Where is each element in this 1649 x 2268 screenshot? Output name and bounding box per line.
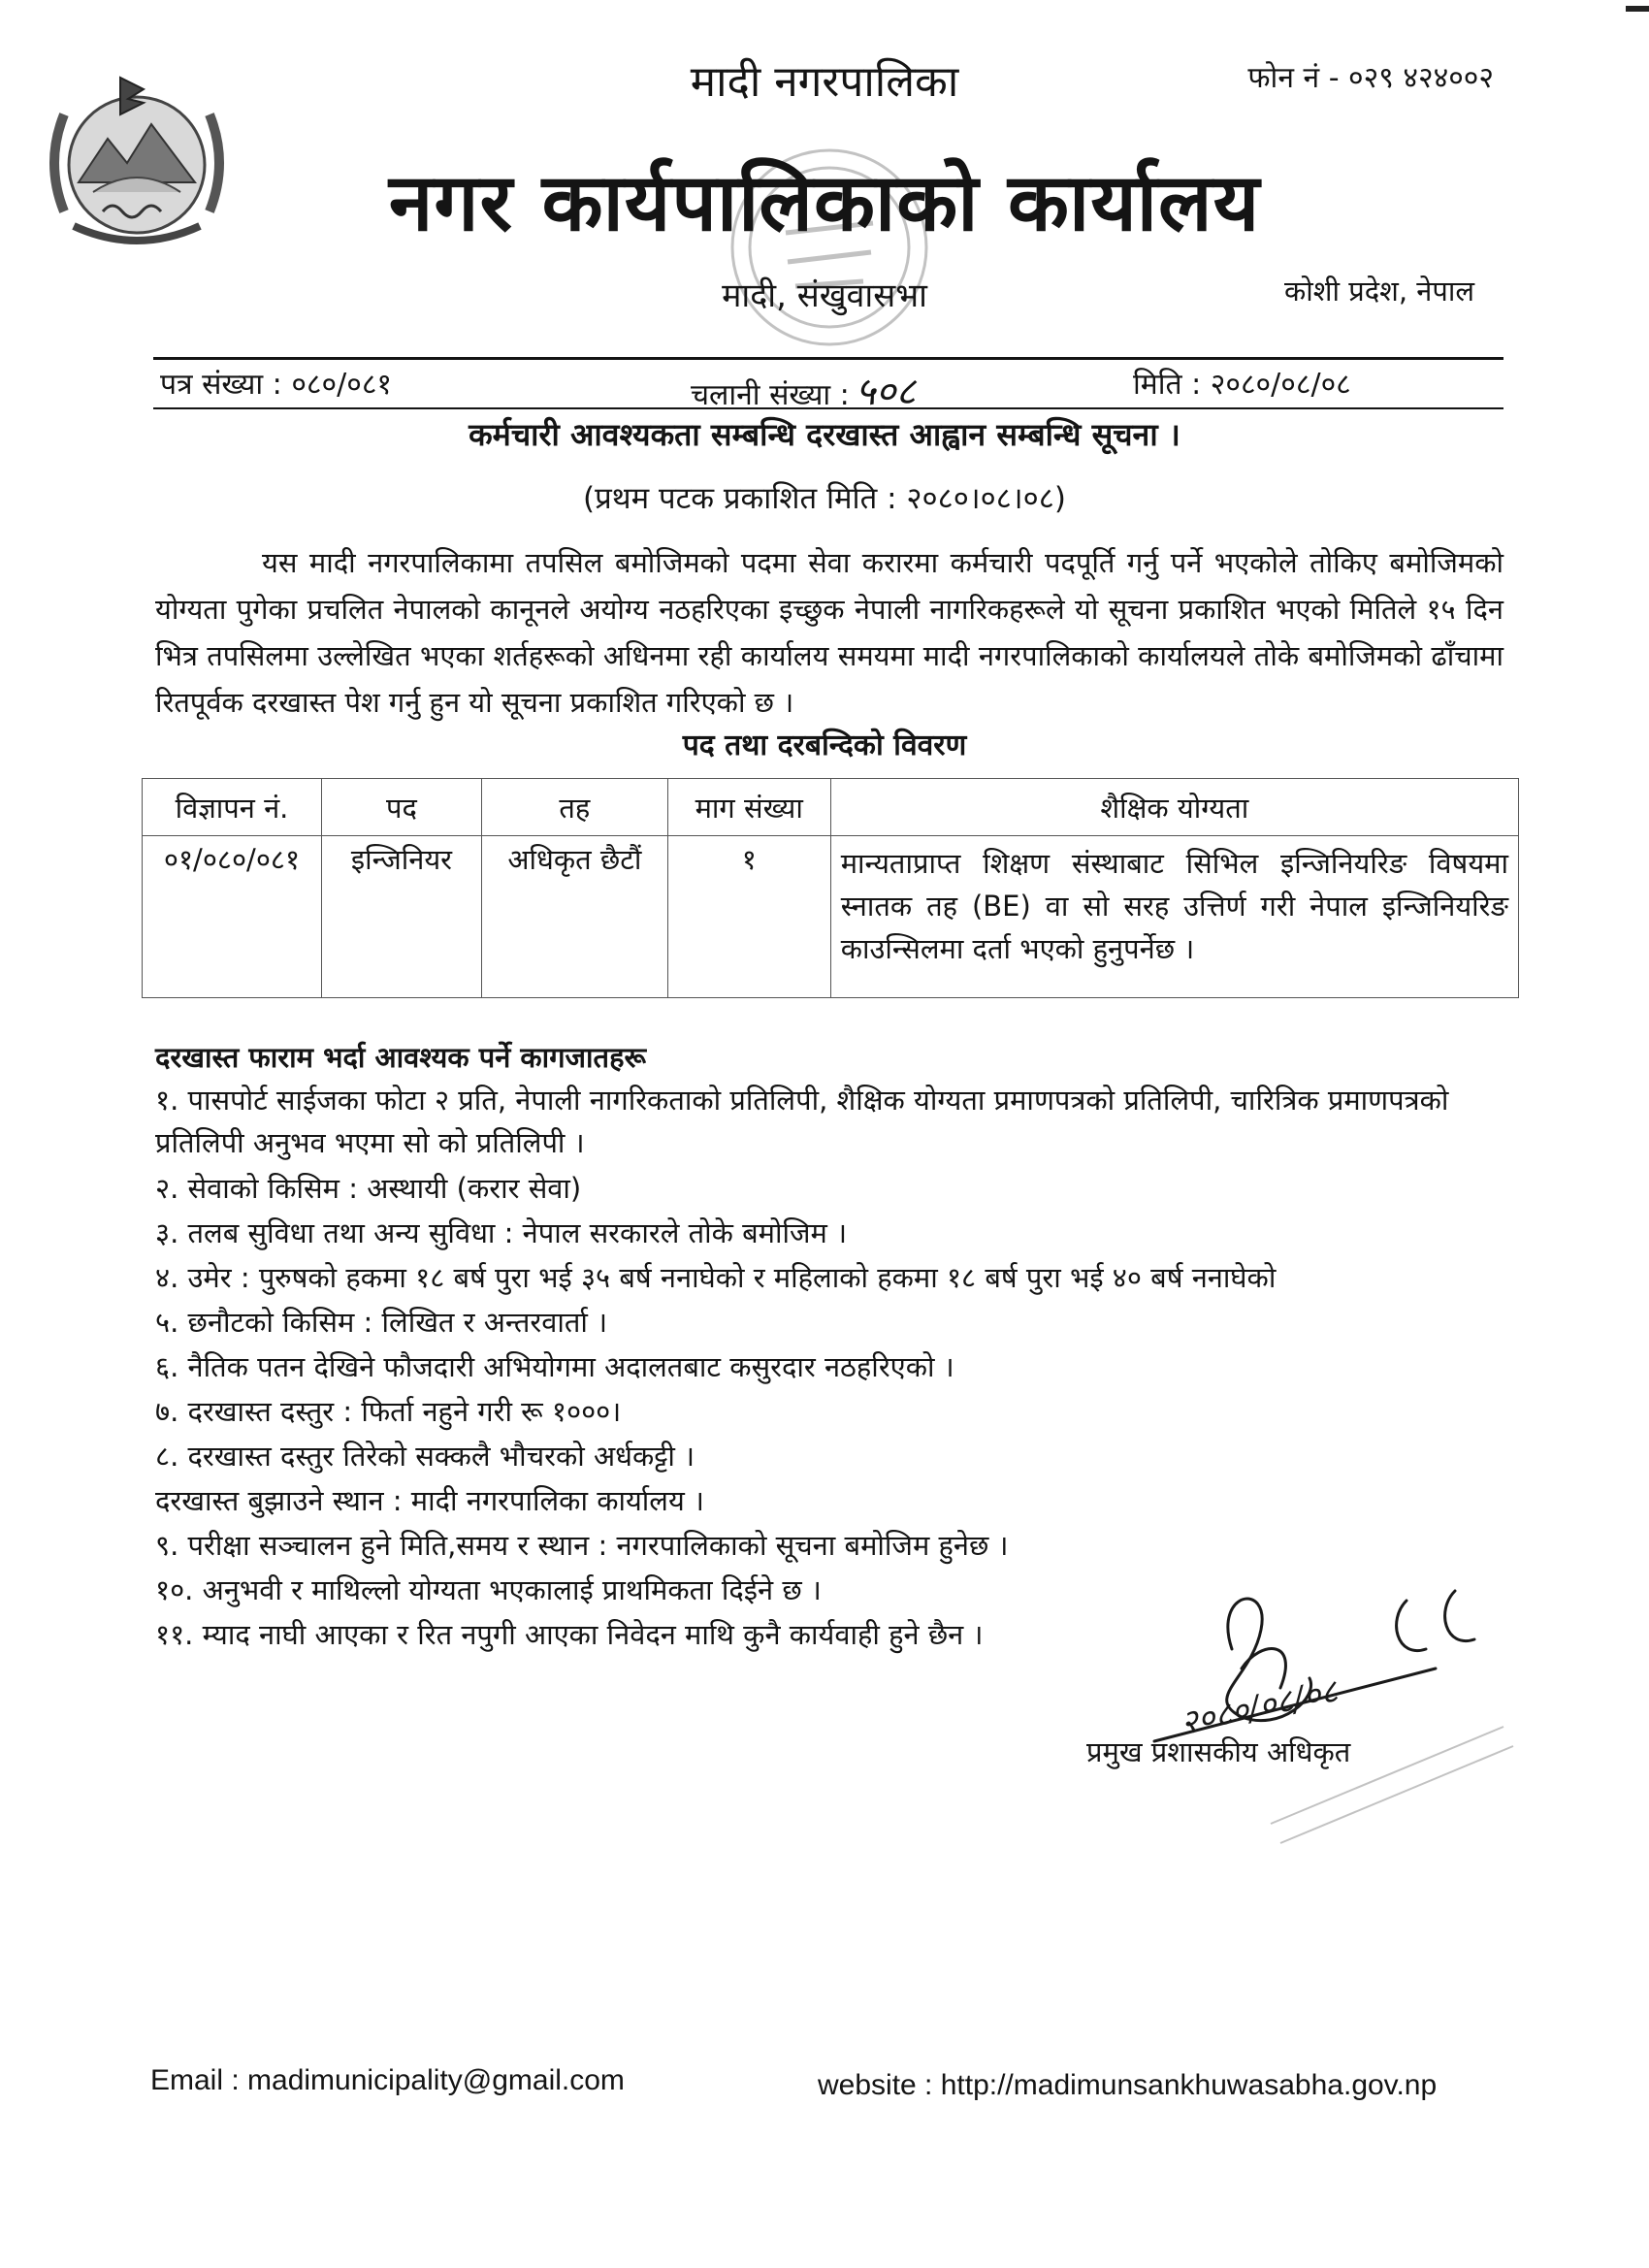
list-item: ८. दरखास्त दस्तुर तिरेको सक्कलै भौचरको अर्धकट्टी । <box>155 1440 695 1473</box>
header-demand: माग संख्या <box>667 779 830 836</box>
table-header-row <box>143 779 1519 836</box>
list-item: ५. छनौटको किसिम : लिखित र अन्तरवार्ता । <box>155 1306 608 1339</box>
signatory-designation: प्रमुख प्रशासकीय अधिकृत <box>1086 1735 1351 1768</box>
list-item: ११. म्याद नाघी आएका र रित नपुगी आएका निवेदन माथि कुनै कार्यवाही हुने छैन । <box>155 1618 984 1651</box>
list-item: १०. अनुभवी र माथिल्लो योग्यता भएकालाई प्राथमिकता दिईने छ । <box>155 1573 822 1606</box>
first-published-date: (प्रथम पटक प्रकाशित मिति : २०८०।०८।०८) <box>583 481 1066 516</box>
signature-date: २०८०/०८/०८ <box>1177 1671 1342 1743</box>
footer-email: Email : madimunicipality@gmail.com <box>150 2064 625 2096</box>
list-item: दरखास्त बुझाउने स्थान : मादी नगरपालिका कार्यालय । <box>155 1484 704 1517</box>
notice-body: यस मादी नगरपालिकामा तपसिल बमोजिमको पदमा सेवा करारमा कर्मचारी पदपूर्ति गर्नु पर्ने भएकोले तोकिए बमोजिमको योग्यता पुगेका प्रचलित नेपालको कानूनले अयोग्य नठहरिएका इच्छुक नेपाली नागरिकहरूले यो सूचना प्रकाशित भएको मितिले १५ दिन भित्र तपसिलमा उल्लेखित भएका शर्तहरूको अधिनमा रही कार्यालय समयमा मादी नगरपालिकाको कार्यालयले तोके बमोजिमको ढाँचामा रितपूर्वक दरखास्त पेश गर्नु हुन यो सूचना प्रकाशित गरिएको छ । <box>155 546 1504 719</box>
dispatch-value: ५०८ <box>855 370 917 414</box>
header-level: तह <box>481 779 667 836</box>
handwritten-signature-icon <box>1116 1533 1523 1863</box>
list-item: ७. दरखास्त दस्तुर : फिर्ता नहुने गरी रू १०००। <box>155 1395 622 1428</box>
notice-title: कर्मचारी आवश्यकता सम्बन्धि दरखास्त आह्वान सम्बन्धि सूचना । <box>469 416 1180 453</box>
cell-ad-no: ०१/०८०/०८१ <box>143 836 322 998</box>
footer-website: website : http://madimunsankhuwasabha.gov.np <box>818 2069 1438 2101</box>
positions-table <box>142 778 1519 998</box>
list-item: ४. उमेर : पुरुषको हकमा १८ बर्ष पुरा भई ३५ बर्ष ननाघेको र महिलाको हकमा १८ बर्ष पुरा भई ४० बर्ष ननाघेको <box>155 1261 1277 1294</box>
office-location: मादी, संखुवासभा <box>722 276 927 315</box>
cell-level: अधिकृत छैटौं <box>481 836 667 998</box>
letter-date: मिति : २०८०/०८/०८ <box>1133 368 1351 402</box>
province-name: कोशी प्रदेश, नेपाल <box>1283 275 1474 308</box>
list-item: २. सेवाको किसिम : अस्थायी (करार सेवा) <box>155 1172 582 1205</box>
header-rule-top <box>153 357 1504 360</box>
header-qualification: शैक्षिक योग्यता <box>830 779 1518 836</box>
header-rule-bottom <box>153 407 1504 409</box>
header-ad-no: विज्ञापन नं. <box>143 779 322 836</box>
list-item: ६. नैतिक पतन देखिने फौजदारी अभियोगमा अदालतबाट कसुरदार नठहरिएको । <box>155 1350 954 1383</box>
documents-title: दरखास्त फाराम भर्दा आवश्यक पर्ने कागजातहरू <box>155 1041 647 1074</box>
phone-number: फोन नं - ०२९ ४२४००२ <box>1247 61 1494 95</box>
list-item: ९. परीक्षा सञ्चालन हुने मिति,समय र स्थान : नगरपालिकाको सूचना बमोजिम हुनेछ । <box>155 1529 1009 1562</box>
list-item: १. पासपोर्ट साईजका फोटा २ प्रति, नेपाली नागरिकताको प्रतिलिपी, शैक्षिक योग्यता प्रमाणपत्रको प्रतिलिपी, चारित्रिक प्रमाणपत्रको प्रतिलिपी अनुभव भएमा सो को प्रतिलिपी । <box>155 1084 1449 1159</box>
positions-table-caption: पद तथा दरबन्दिको विवरण <box>682 729 967 762</box>
header-post: पद <box>321 779 481 836</box>
letter-number: पत्र संख्या : ०८०/०८१ <box>160 368 393 402</box>
table-row <box>143 836 1519 998</box>
municipality-name: मादी नगरपालिका <box>690 57 959 107</box>
scan-edge-mark <box>1626 6 1649 12</box>
list-item: ३. तलब सुविधा तथा अन्य सुविधा : नेपाल सरकारले तोके बमोजिम । <box>155 1216 848 1249</box>
office-title: नगर कार्यपालिकाको कार्यालय <box>388 157 1261 249</box>
cell-qualification: मान्यताप्राप्त शिक्षण संस्थाबाट सिभिल इन्जिनियरिङ विषयमा स्नातक तह (BE) वा सो सरह उत्तिर्ण गरी नेपाल इन्जिनियरिङ काउन्सिलमा दर्ता भएको हुनुपर्नेछ । <box>830 836 1518 998</box>
cell-demand: १ <box>667 836 830 998</box>
dispatch-label: चलानी संख्या : <box>691 378 850 412</box>
cell-post: इन्जिनियर <box>321 836 481 998</box>
